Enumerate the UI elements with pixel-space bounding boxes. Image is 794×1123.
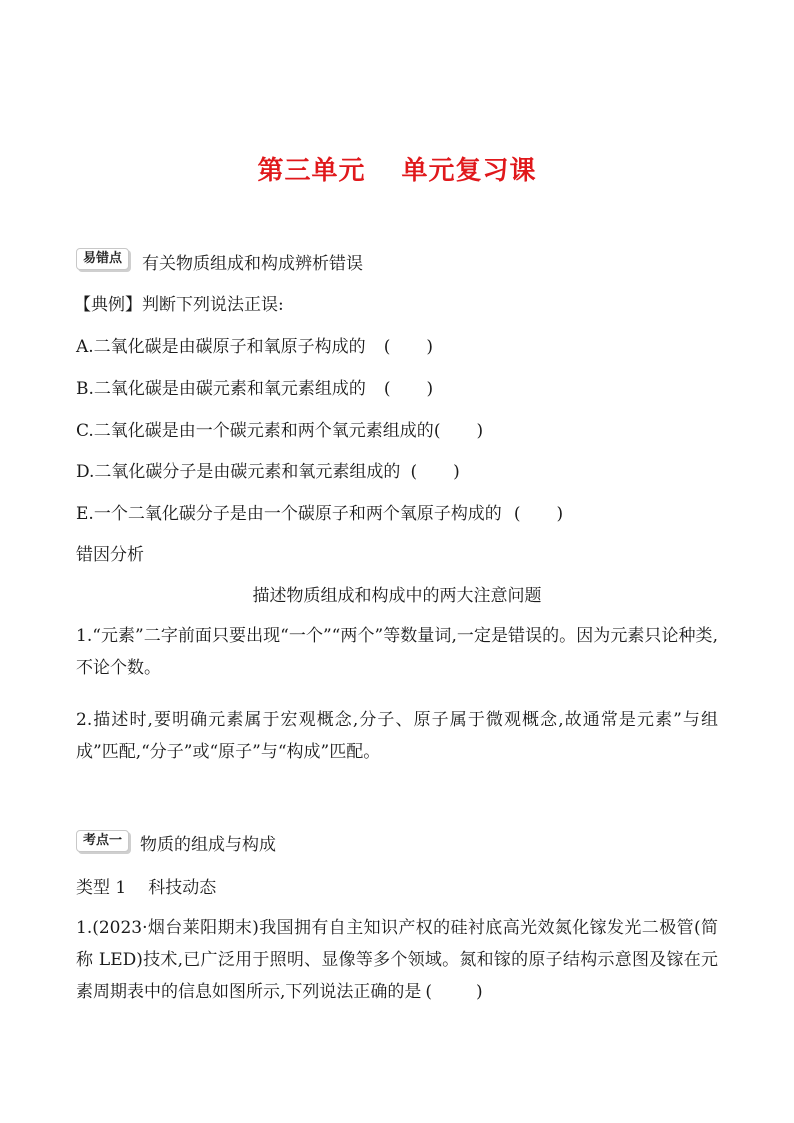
page-title xyxy=(0,150,794,187)
analysis-point-1: 1.“元素”二字前面只要出现“一个”“两个”等数量词,一定是错误的。因为元素只论种类,不论个数。 xyxy=(76,626,718,678)
question-1: 1.(2023·烟台莱阳期末)我国拥有自主知识产权的硅衬底高光效氮化镓发光二极管(简称 LED)技术,已广泛用于照明、显像等多个领域。氮和镓的原子结构示意图及镓在元素周期表中的信息如图所示,下列说法正确的是 ( ) xyxy=(76,912,718,1008)
example-line xyxy=(74,294,284,316)
list-item: B.二氧化碳是由碳元素和氧元素组成的 ( ) xyxy=(76,379,434,399)
answer-blank: ( ) xyxy=(383,337,433,357)
section2-heading: 物质的组成与构成 xyxy=(140,835,276,855)
title-unit: 第三单元 xyxy=(257,156,366,186)
list-item: C.二氧化碳是由一个碳元素和两个氧元素组成的( ) xyxy=(76,421,484,441)
list-item: D.二氧化碳分子是由碳元素和氧元素组成的 ( ) xyxy=(76,462,460,482)
exam-point-badge: 考点一 xyxy=(76,830,129,852)
answer-blank: ( ) xyxy=(433,421,484,441)
answer-blank: ( ) xyxy=(383,379,434,399)
list-item: A.二氧化碳是由碳原子和氧原子构成的 ( ) xyxy=(76,337,433,357)
example-label: 【典例】 xyxy=(74,295,142,315)
analysis-point-2: 2.描述时,要明确元素属于宏观概念,分子、原子属于微观概念,故通常是元素”与组成”匹配,“分子”或“原子”与“构成”匹配。 xyxy=(76,710,718,762)
section1-heading: 有关物质组成和构成辨析错误 xyxy=(142,254,363,274)
type-title: 科技动态 xyxy=(148,878,217,898)
analysis-label: 错因分析 xyxy=(76,545,144,565)
analysis-title: 描述物质组成和构成中的两大注意问题 xyxy=(252,586,542,606)
answer-blank: ( ) xyxy=(513,504,564,524)
type-label: 类型 1 xyxy=(76,878,127,898)
example-text: 判断下列说法正误: xyxy=(142,295,284,315)
title-review: 单元复习课 xyxy=(401,156,537,186)
answer-blank: ( ) xyxy=(410,462,460,482)
answer-blank: ( ) xyxy=(425,982,483,1002)
type-line xyxy=(76,877,216,899)
error-point-badge: 易错点 xyxy=(76,248,129,270)
list-item: E.一个二氧化碳分子是由一个碳原子和两个氧原子构成的 ( ) xyxy=(76,504,564,524)
